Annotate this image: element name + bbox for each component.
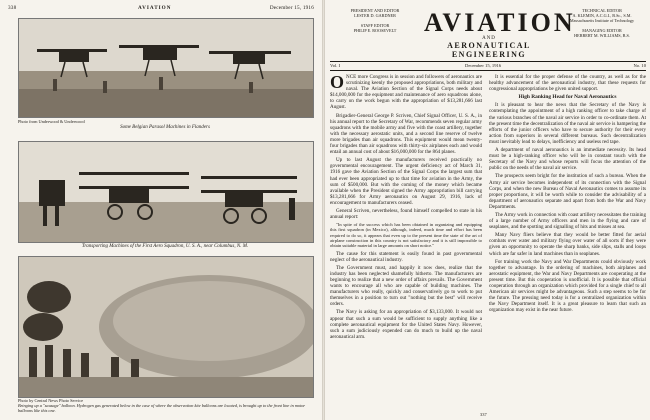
drop-cap: O (330, 74, 345, 92)
photo-caption-2: Transporting Machines of the First Aero Squadron, U. S. A., near Columbus, N. M. (81, 244, 249, 249)
left-page (0, 0, 322, 420)
caption-text: Some Belgian Parasol Machines in Flanders (120, 125, 210, 130)
masthead (330, 4, 646, 62)
photo-caption-1 (18, 119, 312, 133)
masthead-rule (330, 61, 646, 62)
photo-first-aero-squadron (18, 141, 314, 243)
issue-date: December 15, 1916 (269, 5, 314, 11)
logo-and: AND (482, 36, 496, 41)
running-title: AVIATION (138, 5, 172, 11)
page-number-right: 337 (480, 412, 487, 417)
caption-text-3: Bringing up a "sausage" balloon. Hydrogen gas generated below in the case of where the observation kite balloons are located, is brought up to the front line in motor balloons like this one. (18, 403, 306, 413)
issue-date-right: December 15, 1916 (465, 63, 502, 68)
logo-subtitle: AERONAUTICAL ENGINEERING (447, 41, 531, 59)
photo-caption-3 (18, 398, 312, 418)
logo-title: AVIATION (424, 8, 576, 37)
photo-belgian-parasol-machines (18, 18, 314, 118)
page-number: 338 (8, 5, 17, 11)
photo-credit: Photo from Underwood & Underwood (18, 119, 85, 124)
photo-credit-3: Photo by Central News Photo Service (18, 398, 84, 403)
staff-left: PRESIDENT AND EDITOR LESTER D. GARDNER STAFF EDITOR PHILIP E. ROOSEVELT (350, 8, 400, 33)
section-heading: High Ranking Head for Naval Aeronautics (518, 94, 617, 101)
issue-number: No. 10 (633, 63, 646, 68)
article-column-2: It is essential for the proper defense of the country, as well as for the healthy advancement of the aeronautical industry, that these requests for congressional appropriations be given united support. High Ranking Head for Naval Aeronautics It is pleasant to hear the news that the Secretary of the Navy is contemplating the appointment of a high ranking officer to take charge of the various branches of the naval air service in order to co-ordinate them. At the present time the decentralization of the naval air service is hampering the efforts of the junior officers who have to secure authority for their every action from superiors in several different bureaus. Such decentralization must inevitably lead to delays, inefficiency and useless red tape. A department of naval aeronautics is an immediate necessity. Its head must be a high-ranking officer who will be in constant touch with the Secretary of the Navy and whose reports will focus the attention of the public on the needs of the naval air service. The prospects seem bright for the institution of such a bureau. When the Army air service becomes independent of its connection with the Signal Corps, and when the new Bureau of Naval Aeronautics comes to assume its proper proportions, it will be worth while to consider the advisability of a department of aeronautics separate and apart from both the War and Navy Departments. The Army work in connection with coast artillery necessitates the training of a large number of Army officers and men in the flying and care of seaplanes, and the spotting and signalling of hits and misses at sea. Many Navy fliers believe that they would be better fitted for aerial combats over water and military flying over water of all sorts if they were given an opportunity to operate the sharp banks, side slips, stalls and loops which are far safer in land machines than in seaplanes. For training work the Navy and War Departments could obviously work together to advantage. In the ordering of machines, both airplanes and aerostatic equipment, the War and Navy Departments are cooperating at the present time. But this cooperation is unofficial. It is possible that official cooperation through an organization which provided for a single chief to all American air services might be advantageous. Such a step seems to be for the future. The pressing need today is for a centralized organization within the Navy Department itself. It is a great pleasure to learn that such an organization may exist in the near future. (489, 74, 646, 314)
magazine-logo (424, 8, 576, 59)
issue-rule (330, 70, 646, 71)
volume: Vol. I (330, 63, 341, 68)
article-column-1: ONCE more Congress is in session and followers of aeronautics are scrutinizing keenly the proposed appropriations, both military and naval. The Aviation Section of the Signal Corps needs about $14,000,000 for the equipment and maintenance of aero squadrons alone, to carry on the work begun with the appropriation of $13,281,666 last August. Brigadier-General George P. Scriven, Chief Signal Officer, U. S. A., in his annual report to the Secretary of War, recommends seven regular army squadrons with the mobile army and five with the coast artillery, together with the necessary aerostatic units, and a second line reserve of twelve more brigades than air squadrons. This equipment would mean twenty-four brigades than air squadrons with thirty-six airplanes each and would entail an annual cost of about $16,000,000 for the 864 planes. Up to last August the manufacturers received practically no governmental encouragement. The urgent deficiency act of March 31, 1916 gave the Aviation Section of the Signal Corps the largest sum that had ever been appropriated up to that time for aviation in the Army, the sum of $500,000. But with the coming of the money which became available when the President signed the Army appropriation bill carrying $13,281,666 for Army aeronautics on August 29, 1916, lack of encouragement to manufacturers ceased. General Scriven, nevertheless, found himself compelled to state in his annual report: "In spite of the success which has been obtained in organizing and equipping this first squadron (in Mexico), although, indeed, much time and effort has been required to do so, it appears that even up to the present time the state of the art of airplane construction in this country is not satisfactory and it is still impossible to obtain suitable material in large amounts on short notice." The cause for this statement is easily found in past governmental neglect of the aeronautical industry. The Government must, and happily it now does, realize that the industry has been neglected shamefully hitherto. The manufacturers are beginning to realize that a new order of affairs prevails. The Government wants to encourage all who are capable of building machines. The manufacturers who really, quickly and conservatively go to work to put themselves in a position to turn out "nothing but the best" will receive orders. The Navy is asking for an appropriation of $3,133,000. It would not appear that such a sum would be sufficient to supply anything like a complete aeronautical equipment for the United States Navy. However, such a sum judiciously expended can do much to build up the naval aeronautical arm. (330, 74, 482, 340)
photo-sausage-balloon (18, 256, 314, 398)
staff-right: TECHNICAL EDITOR A. KLEMIN, A.C.G.I., B.Sc., S.M. Massachusetts Institute of Technology MANAGING EDITOR HERBERT M. WILLIAMS, B.S. (569, 8, 635, 38)
